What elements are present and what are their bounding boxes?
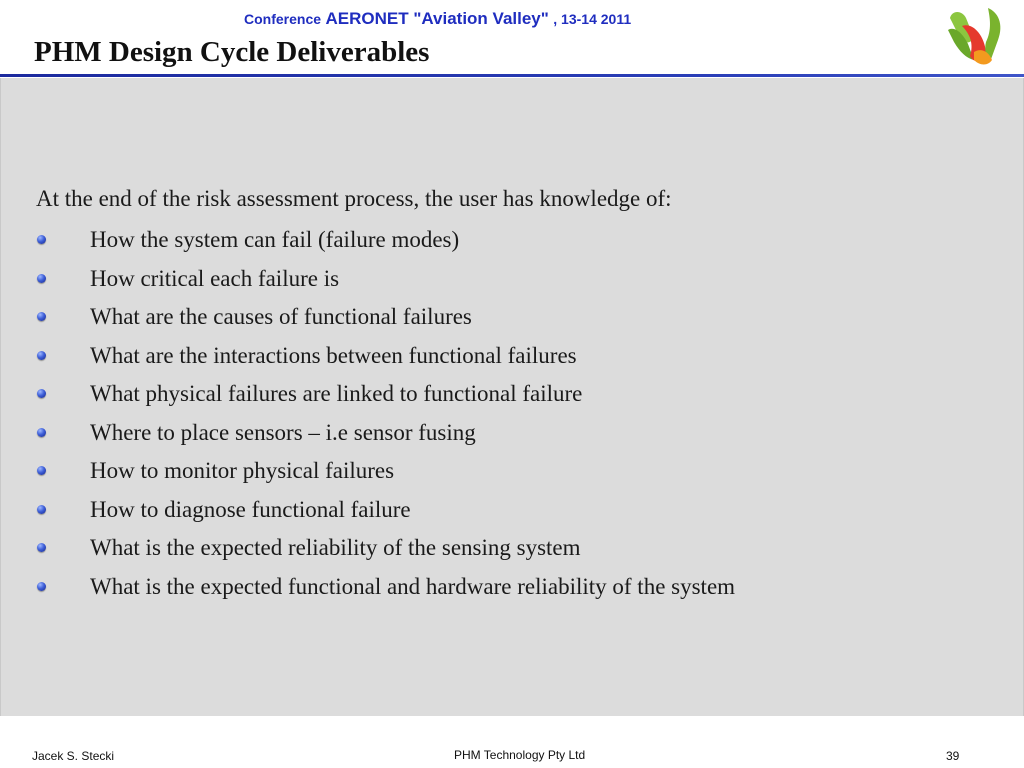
bullet-text: What are the interactions between functional failures xyxy=(90,342,577,368)
conference-dates: , 13-14 2011 xyxy=(553,11,632,27)
bullet-icon xyxy=(37,505,46,514)
footer-author: Jacek S. Stecki xyxy=(32,749,115,763)
bullet-text: How critical each failure is xyxy=(90,265,340,291)
bullet-icon xyxy=(37,351,46,360)
bullet-text: How the system can fail (failure modes) xyxy=(90,227,460,252)
bullet-text: What is the expected functional and hardware reliability of the system xyxy=(90,573,736,599)
bullet-icon xyxy=(37,428,46,437)
bullet-icon xyxy=(37,389,46,398)
bullet-text: What are the causes of functional failures xyxy=(90,304,472,329)
slide-header xyxy=(0,0,1024,78)
bullet-text: How to monitor physical failures xyxy=(90,458,395,483)
conference-prefix: Conference xyxy=(244,11,322,27)
bullet-text: How to diagnose functional failure xyxy=(90,496,411,522)
title-underline xyxy=(0,74,1024,77)
bullet-text: What is the expected reliability of the sensing system xyxy=(90,535,581,560)
bullet-text: Where to place sensors – i.e sensor fusing xyxy=(90,419,476,445)
slide-title: PHM Design Cycle Deliverables xyxy=(34,36,430,68)
bullet-icon xyxy=(37,582,46,591)
conference-banner xyxy=(244,9,631,29)
intro-text: At the end of the risk assessment process, the user has knowledge of: xyxy=(36,186,672,211)
footer-company: PHM Technology Pty Ltd xyxy=(454,748,586,762)
bullet-icon xyxy=(37,543,46,552)
slide-footer xyxy=(0,716,1024,768)
page-number: 39 xyxy=(946,749,960,763)
aviation-valley-logo-icon xyxy=(944,4,1010,70)
bullet-icon xyxy=(37,274,46,283)
conference-name: AERONET "Aviation Valley" xyxy=(325,9,549,28)
bullet-text: What physical failures are linked to functional failure xyxy=(90,381,583,406)
bullet-icon xyxy=(37,466,46,475)
bullet-icon xyxy=(37,312,46,321)
bullet-icon xyxy=(37,235,46,244)
